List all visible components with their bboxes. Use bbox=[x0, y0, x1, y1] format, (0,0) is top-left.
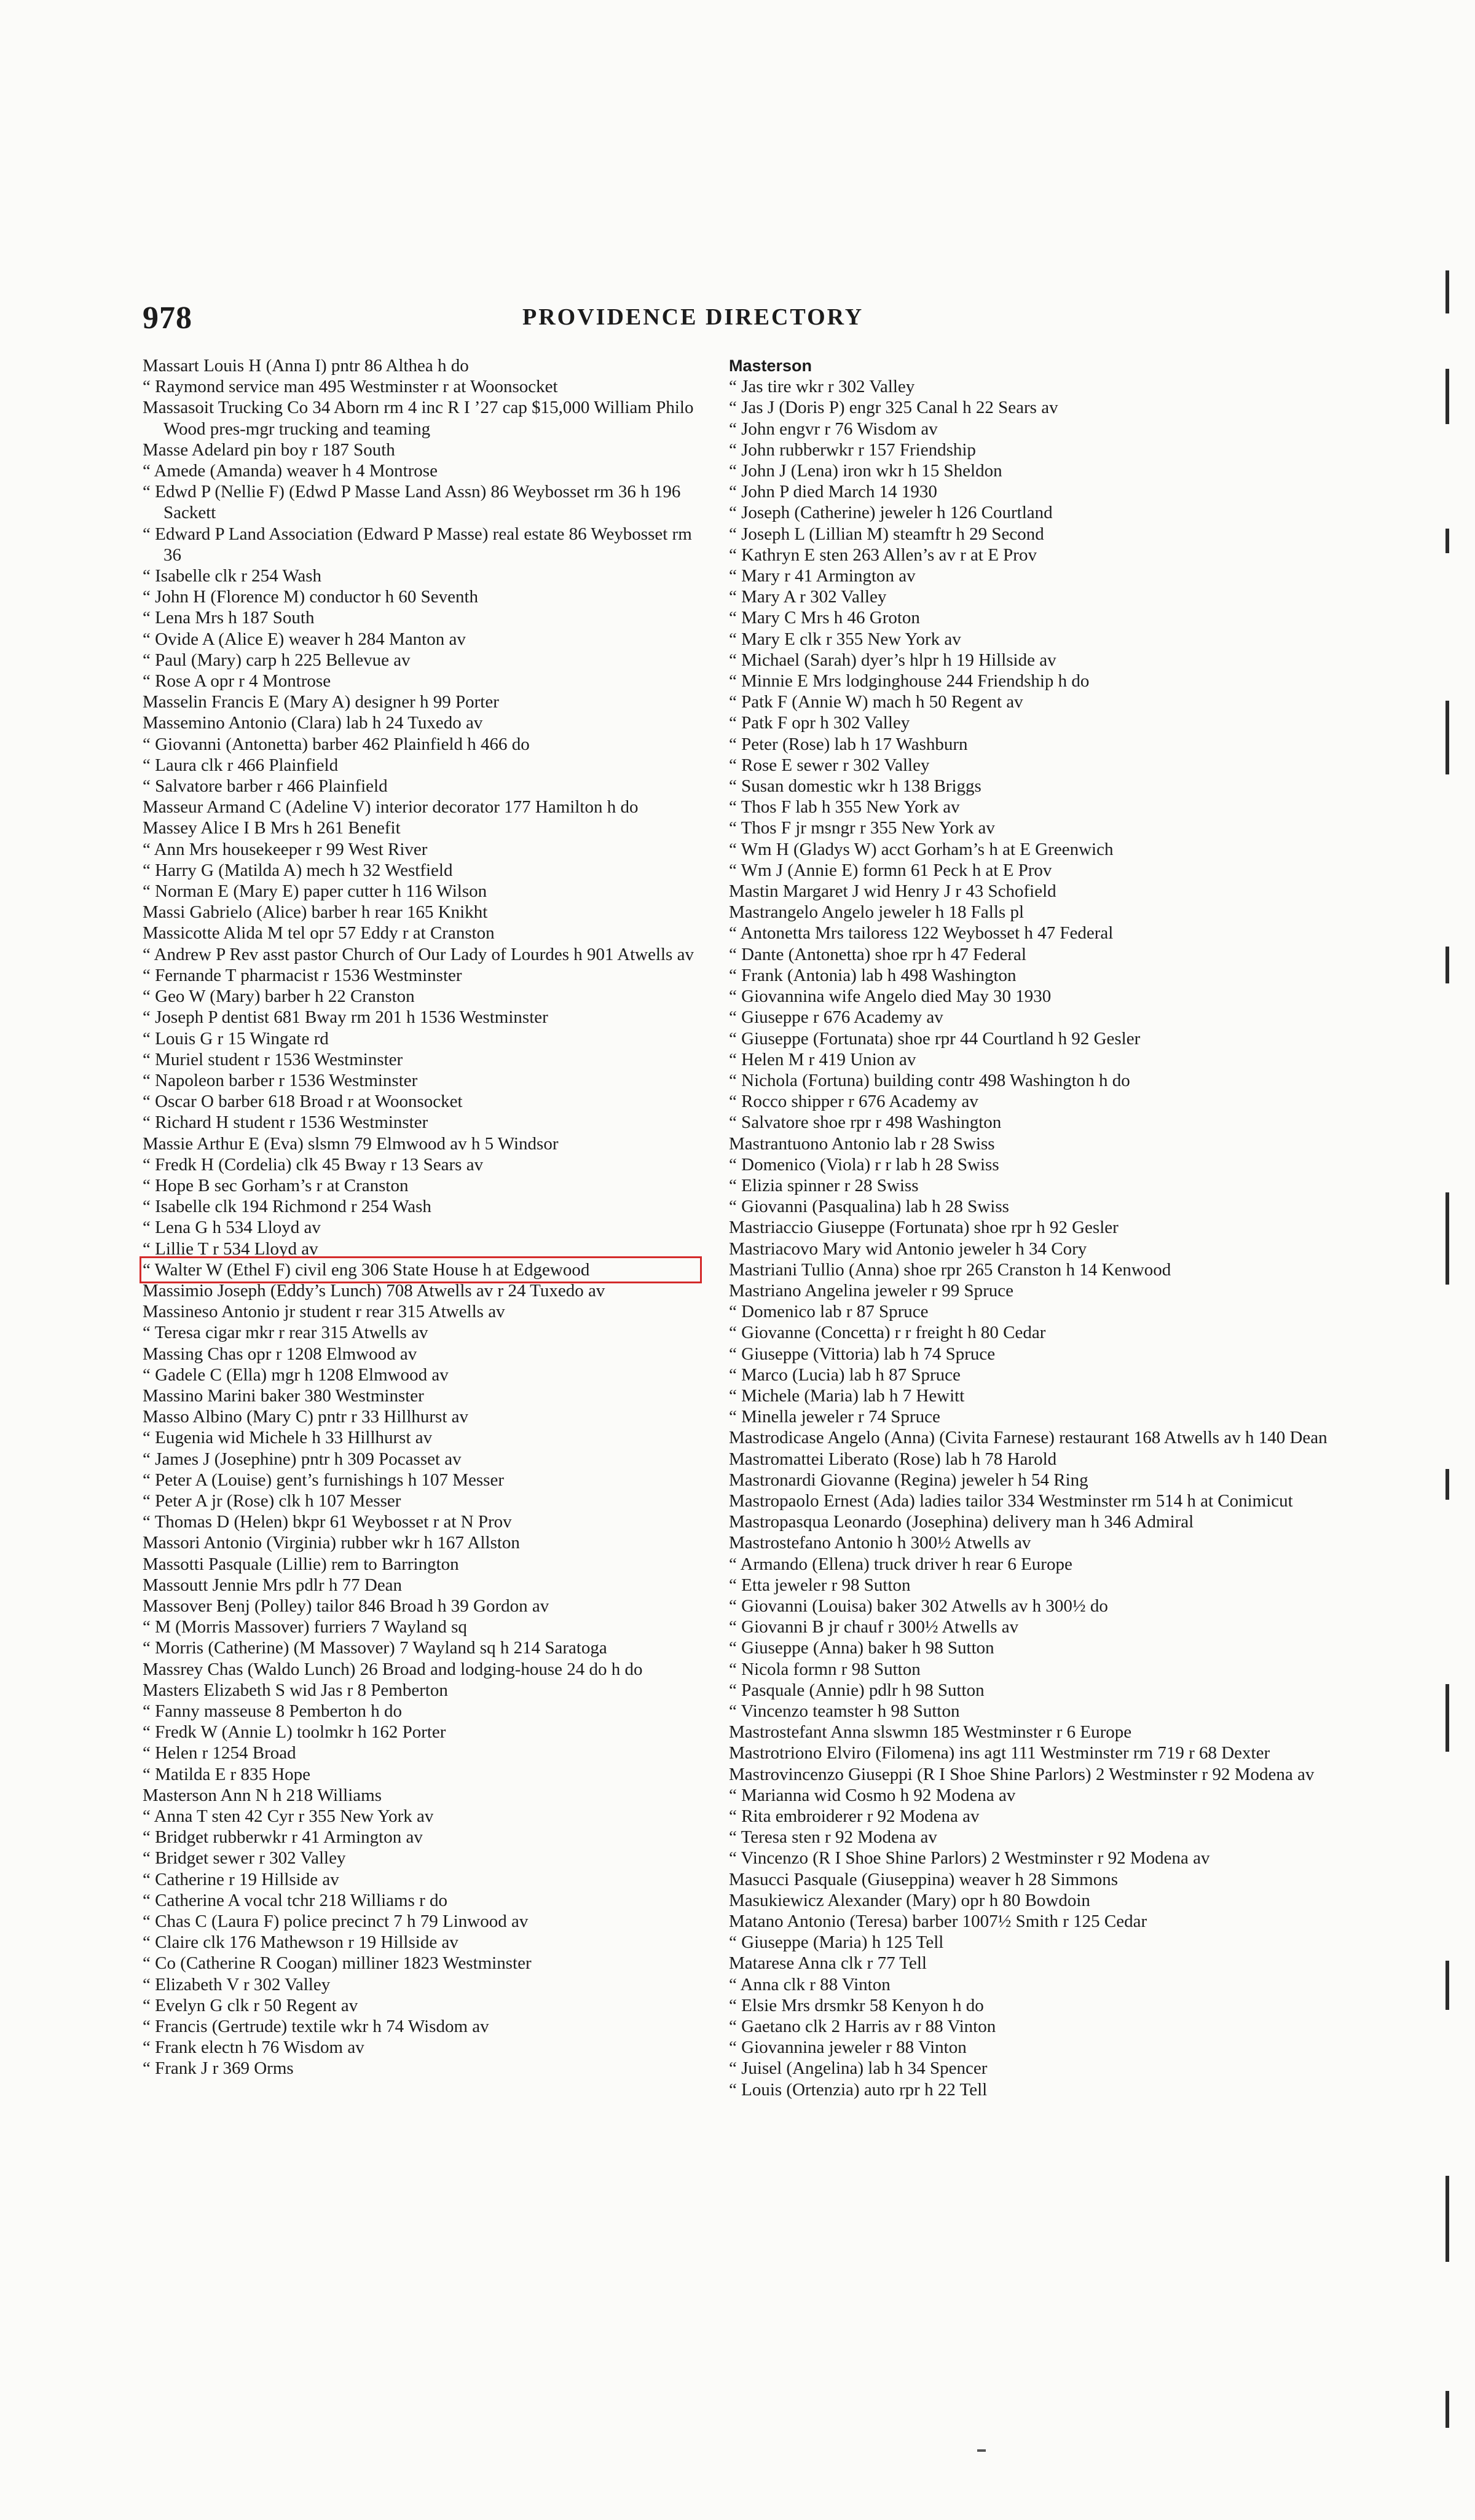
directory-entry: Mastrostefano Antonio h 300½ Atwells av bbox=[729, 1533, 1031, 1553]
directory-entry: “ Michele (Maria) lab h 7 Hewitt bbox=[729, 1385, 965, 1406]
directory-entry: “ Frank J r 369 Orms bbox=[143, 2058, 294, 2079]
directory-entry: “ Giuseppe (Maria) h 125 Tell bbox=[729, 1932, 944, 1953]
directory-entry: “ Evelyn G clk r 50 Regent av bbox=[143, 1995, 358, 2015]
directory-entry: “ Lena G h 534 Lloyd av bbox=[143, 1218, 321, 1238]
directory-entry: “ Bridget rubberwkr r 41 Armington av bbox=[143, 1827, 423, 1848]
directory-entry: “ Wm H (Gladys W) acct Gorham’s h at E Greenwich bbox=[729, 839, 1114, 859]
directory-entry: Mastriano Angelina jeweler r 99 Spruce bbox=[729, 1280, 1014, 1301]
directory-entry: “ Vincenzo teamster h 98 Sutton bbox=[729, 1701, 960, 1721]
directory-entry: “ Jas tire wkr r 302 Valley bbox=[729, 377, 915, 397]
directory-entry: “ Ovide A (Alice E) weaver h 284 Manton av bbox=[143, 629, 466, 649]
directory-entry: Mastropasqua Leonardo (Josephina) delivery man h 346 Admiral bbox=[729, 1512, 1194, 1532]
directory-entry: “ Catherine A vocal tchr 218 Williams r do bbox=[143, 1890, 448, 1910]
directory-entry: “ Napoleon barber r 1536 Westminster bbox=[143, 1070, 418, 1090]
directory-entry: “ Thos F jr msngr r 355 New York av bbox=[729, 818, 995, 838]
directory-entry: Massimio Joseph (Eddy’s Lunch) 708 Atwells av r 24 Tuxedo av bbox=[143, 1280, 605, 1301]
directory-entry: “ Morris (Catherine) (M Massover) 7 Wayland sq h 214 Saratoga bbox=[143, 1638, 607, 1658]
directory-entry: “ Helen M r 419 Union av bbox=[729, 1049, 916, 1069]
directory-entry: “ Susan domestic wkr h 138 Briggs bbox=[729, 776, 981, 797]
directory-entry: “ Mary A r 302 Valley bbox=[729, 587, 887, 607]
directory-entry: Massi Gabrielo (Alice) barber h rear 165 Knikht bbox=[143, 902, 488, 923]
directory-entry: “ Gaetano clk 2 Harris av r 88 Vinton bbox=[729, 2017, 996, 2037]
directory-entry: “ John J (Lena) iron wkr h 15 Sheldon bbox=[729, 461, 1002, 481]
directory-entry: “ Chas C (Laura F) police precinct 7 h 79 Linwood av bbox=[143, 1912, 529, 1932]
directory-entry: “ Peter (Rose) lab h 17 Washburn bbox=[729, 734, 968, 754]
directory-entry: “ Giovanne (Concetta) r r freight h 80 Cedar bbox=[729, 1323, 1046, 1343]
directory-entry: “ James J (Josephine) pntr h 309 Pocasset av bbox=[143, 1449, 462, 1469]
directory-entry: “ Giovanni (Louisa) baker 302 Atwells av h 300½ do bbox=[729, 1596, 1108, 1616]
directory-entry: Masterson Ann N h 218 Williams bbox=[143, 1785, 382, 1805]
directory-entry: “ Claire clk 176 Mathewson r 19 Hillside av bbox=[143, 1932, 458, 1953]
directory-entry: Massey Alice I B Mrs h 261 Benefit bbox=[143, 818, 401, 838]
directory-entry: Massineso Antonio jr student r rear 315 Atwells av bbox=[143, 1302, 505, 1322]
directory-entry: Mastriani Tullio (Anna) shoe rpr 265 Cranston h 14 Kenwood bbox=[729, 1259, 1171, 1280]
directory-entry: “ Geo W (Mary) barber h 22 Cranston bbox=[143, 986, 415, 1007]
column-heading: Masterson bbox=[729, 356, 812, 375]
directory-entry: “ Ann Mrs housekeeper r 99 West River bbox=[143, 839, 428, 859]
directory-entry: “ Peter A (Louise) gent’s furnishings h 107 Messer bbox=[143, 1470, 504, 1490]
directory-entry: “ Giuseppe (Anna) baker h 98 Sutton bbox=[729, 1638, 994, 1658]
directory-entry: Masseur Armand C (Adeline V) interior decorator 177 Hamilton h do bbox=[143, 797, 639, 817]
directory-entry: Massart Louis H (Anna I) pntr 86 Althea h do bbox=[143, 356, 469, 376]
directory-entry: Massie Arthur E (Eva) slsmn 79 Elmwood av h 5 Windsor bbox=[143, 1133, 559, 1154]
directory-entry: Mastrangelo Angelo jeweler h 18 Falls pl bbox=[729, 902, 1025, 923]
page-number: 978 bbox=[143, 301, 192, 336]
directory-entry: “ Fernande T pharmacist r 1536 Westminster bbox=[143, 965, 462, 985]
directory-entry: “ Raymond service man 495 Westminster r at Woonsocket bbox=[143, 377, 558, 397]
directory-entry: Matano Antonio (Teresa) barber 1007½ Smith r 125 Cedar bbox=[729, 1912, 1147, 1932]
directory-entry: “ Bridget sewer r 302 Valley bbox=[143, 1848, 346, 1868]
directory-entry: Massasoit Trucking Co 34 Aborn rm 4 inc R I ’27 cap $15,000 William Philo Wood pres-mgr trucking and teaming bbox=[143, 398, 694, 439]
directory-entry: Mastrostefant Anna slswmn 185 Westminster r 6 Europe bbox=[729, 1722, 1132, 1742]
directory-entry: “ Giuseppe (Fortunata) shoe rpr 44 Courtland h 92 Gesler bbox=[729, 1028, 1141, 1049]
directory-entry: Mastrantuono Antonio lab r 28 Swiss bbox=[729, 1133, 995, 1154]
directory-entry: Mastriaccio Giuseppe (Fortunata) shoe rpr h 92 Gesler bbox=[729, 1218, 1119, 1238]
directory-entry: “ Wm J (Annie E) formn 61 Peck h at E Prov bbox=[729, 860, 1052, 880]
directory-entry: Massotti Pasquale (Lillie) rem to Barrington bbox=[143, 1554, 459, 1574]
directory-entry: “ Norman E (Mary E) paper cutter h 116 Wilson bbox=[143, 881, 487, 902]
directory-entry: “ Patk F opr h 302 Valley bbox=[729, 713, 910, 733]
directory-entry: “ John rubberwkr r 157 Friendship bbox=[729, 439, 976, 460]
directory-entry: “ Domenico lab r 87 Spruce bbox=[729, 1302, 929, 1322]
directory-entry: “ Muriel student r 1536 Westminster bbox=[143, 1049, 403, 1069]
left-column bbox=[143, 355, 699, 2079]
directory-entry: “ Fredk W (Annie L) toolmkr h 162 Porter bbox=[143, 1722, 446, 1742]
directory-entry: “ Elsie Mrs drsmkr 58 Kenyon h do bbox=[729, 1995, 984, 2015]
directory-entry: “ Richard H student r 1536 Westminster bbox=[143, 1112, 428, 1133]
directory-entry: “ Minnie E Mrs lodginghouse 244 Friendship h do bbox=[729, 671, 1090, 691]
directory-entry: “ Giovannina jeweler r 88 Vinton bbox=[729, 2038, 967, 2058]
directory-entry: “ Giovannina wife Angelo died May 30 1930 bbox=[729, 986, 1052, 1007]
directory-entry: Massoutt Jennie Mrs pdlr h 77 Dean bbox=[143, 1575, 403, 1595]
right-column bbox=[729, 355, 1328, 2100]
directory-entry: Mastriacovo Mary wid Antonio jeweler h 34 Cory bbox=[729, 1238, 1087, 1259]
directory-entry: “ Salvatore barber r 466 Plainfield bbox=[143, 776, 388, 797]
directory-entry: Masukiewicz Alexander (Mary) opr h 80 Bowdoin bbox=[729, 1890, 1090, 1910]
directory-entry: “ Isabelle clk 194 Richmond r 254 Wash bbox=[143, 1197, 431, 1217]
directory-entry: “ Marco (Lucia) lab h 87 Spruce bbox=[729, 1364, 961, 1385]
directory-entry: “ Frank electn h 76 Wisdom av bbox=[143, 2038, 364, 2058]
directory-entry: “ Amede (Amanda) weaver h 4 Montrose bbox=[143, 461, 438, 481]
directory-entry: “ Joseph (Catherine) jeweler h 126 Courtland bbox=[729, 503, 1053, 523]
directory-entry: “ Vincenzo (R I Shoe Shine Parlors) 2 Westminster r 92 Modena av bbox=[729, 1848, 1210, 1868]
directory-entry: Masucci Pasquale (Giuseppina) weaver h 28 Simmons bbox=[729, 1869, 1119, 1889]
running-head: PROVIDENCE DIRECTORY bbox=[522, 304, 864, 330]
directory-entry: “ Francis (Gertrude) textile wkr h 74 Wisdom av bbox=[143, 2017, 489, 2037]
directory-entry: “ Elizia spinner r 28 Swiss bbox=[729, 1175, 919, 1195]
page-edge-scan-marks bbox=[1438, 270, 1475, 2459]
directory-entry: “ John H (Florence M) conductor h 60 Seventh bbox=[143, 587, 479, 607]
directory-entry: “ Patk F (Annie W) mach h 50 Regent av bbox=[729, 692, 1023, 712]
directory-entry: “ Michael (Sarah) dyer’s hlpr h 19 Hillside av bbox=[729, 650, 1056, 670]
directory-entry: “ Armando (Ellena) truck driver h rear 6 Europe bbox=[729, 1554, 1072, 1574]
directory-entry: “ Edwd P (Nellie F) (Edwd P Masse Land Assn) 86 Weybosset rm 36 h 196 Sackett bbox=[143, 482, 681, 523]
directory-entry: “ Anna clk r 88 Vinton bbox=[729, 1974, 891, 1994]
directory-entry: “ Louis G r 15 Wingate rd bbox=[143, 1028, 329, 1049]
directory-entry: “ Jas J (Doris P) engr 325 Canal h 22 Sears av bbox=[729, 398, 1058, 418]
directory-entry: “ Peter A jr (Rose) clk h 107 Messer bbox=[143, 1490, 401, 1511]
directory-entry: “ Laura clk r 466 Plainfield bbox=[143, 755, 339, 775]
directory-entry: “ Lillie T r 534 Lloyd av bbox=[143, 1238, 318, 1259]
directory-entry: “ Eugenia wid Michele h 33 Hillhurst av bbox=[143, 1428, 433, 1448]
directory-entry: “ Giuseppe r 676 Academy av bbox=[729, 1007, 943, 1028]
directory-entry: “ Gadele C (Ella) mgr h 1208 Elmwood av bbox=[143, 1364, 449, 1385]
directory-entry: “ Joseph L (Lillian M) steamftr h 29 Second bbox=[729, 524, 1044, 544]
directory-entry: Mastronardi Giovanne (Regina) jeweler h 54 Ring bbox=[729, 1470, 1088, 1490]
directory-entry: “ Fanny masseuse 8 Pemberton h do bbox=[143, 1701, 403, 1721]
highlighted-entry: “ Walter W (Ethel F) civil eng 306 State House h at Edgewood bbox=[143, 1259, 699, 1280]
directory-entry: “ Rose A opr r 4 Montrose bbox=[143, 671, 331, 691]
directory-entry: “ Mary E clk r 355 New York av bbox=[729, 629, 961, 649]
directory-entry: “ Marianna wid Cosmo h 92 Modena av bbox=[729, 1785, 1016, 1805]
directory-entry: “ Joseph P dentist 681 Bway rm 201 h 1536 Westminster bbox=[143, 1007, 548, 1028]
directory-entry: “ Antonetta Mrs tailoress 122 Weybosset h 47 Federal bbox=[729, 923, 1114, 943]
directory-entry: Massemino Antonio (Clara) lab h 24 Tuxedo av bbox=[143, 713, 483, 733]
directory-entry: “ Isabelle clk r 254 Wash bbox=[143, 566, 322, 586]
directory-entry: Mastrotriono Elviro (Filomena) ins agt 111 Westminster rm 719 r 68 Dexter bbox=[729, 1743, 1270, 1763]
directory-entry: “ Teresa sten r 92 Modena av bbox=[729, 1827, 937, 1848]
directory-entry: Mastin Margaret J wid Henry J r 43 Schofield bbox=[729, 881, 1056, 902]
directory-entry: “ Salvatore shoe rpr r 498 Washington bbox=[729, 1112, 1002, 1133]
directory-entry: Masso Albino (Mary C) pntr r 33 Hillhurst av bbox=[143, 1407, 469, 1427]
directory-entry: “ Anna T sten 42 Cyr r 355 New York av bbox=[143, 1806, 434, 1827]
directory-entry: “ M (Morris Massover) furriers 7 Wayland sq bbox=[143, 1617, 467, 1637]
directory-entry: Mastrodicase Angelo (Anna) (Civita Farnese) restaurant 168 Atwells av h 140 Dean bbox=[729, 1428, 1328, 1448]
directory-entry: “ Hope B sec Gorham’s r at Cranston bbox=[143, 1175, 409, 1195]
directory-entry: Massover Benj (Polley) tailor 846 Broad h 39 Gordon av bbox=[143, 1596, 549, 1616]
directory-entry: “ Helen r 1254 Broad bbox=[143, 1743, 296, 1763]
directory-entry: Mastropaolo Ernest (Ada) ladies tailor 334 Westminster rm 514 h at Conimicut bbox=[729, 1490, 1293, 1511]
directory-entry: “ Thomas D (Helen) bkpr 61 Weybosset r at N Prov bbox=[143, 1512, 512, 1532]
directory-entry: “ Matilda E r 835 Hope bbox=[143, 1764, 311, 1784]
directory-entry: “ Giovanni (Antonetta) barber 462 Plainfield h 466 do bbox=[143, 734, 530, 754]
directory-entry: “ John P died March 14 1930 bbox=[729, 482, 937, 502]
directory-entry: “ Co (Catherine R Coogan) milliner 1823 Westminster bbox=[143, 1953, 532, 1974]
directory-entry: “ Giovanni B jr chauf r 300½ Atwells av bbox=[729, 1617, 1019, 1637]
directory-entry: “ Juisel (Angelina) lab h 34 Spencer bbox=[729, 2058, 988, 2079]
directory-entry: “ Mary C Mrs h 46 Groton bbox=[729, 608, 920, 628]
directory-entry: “ Mary r 41 Armington av bbox=[729, 566, 916, 586]
directory-entry: “ Oscar O barber 618 Broad r at Woonsocket bbox=[143, 1092, 463, 1112]
directory-entry: “ Thos F lab h 355 New York av bbox=[729, 797, 960, 817]
directory-entry: “ Rose E sewer r 302 Valley bbox=[729, 755, 930, 775]
directory-entry: “ Nicola formn r 98 Sutton bbox=[729, 1659, 921, 1679]
directory-entry: “ Lena Mrs h 187 South bbox=[143, 608, 315, 628]
directory-entry: “ Andrew P Rev asst pastor Church of Our Lady of Lourdes h 901 Atwells av bbox=[143, 944, 694, 964]
directory-entry: “ Fredk H (Cordelia) clk 45 Bway r 13 Sears av bbox=[143, 1154, 484, 1175]
directory-entry: “ Paul (Mary) carp h 225 Bellevue av bbox=[143, 650, 411, 670]
directory-entry: Massrey Chas (Waldo Lunch) 26 Broad and lodging-house 24 do h do bbox=[143, 1659, 643, 1679]
directory-entry: “ Elizabeth V r 302 Valley bbox=[143, 1974, 331, 1994]
directory-entry: “ Teresa cigar mkr r rear 315 Atwells av bbox=[143, 1323, 428, 1343]
directory-entry: “ Edward P Land Association (Edward P Masse) real estate 86 Weybosset rm 36 bbox=[143, 524, 692, 565]
directory-entry: “ Rocco shipper r 676 Academy av bbox=[729, 1092, 978, 1112]
directory-entry: Massing Chas opr r 1208 Elmwood av bbox=[143, 1344, 417, 1364]
directory-entry: “ Catherine r 19 Hillside av bbox=[143, 1869, 339, 1889]
directory-entry: “ Dante (Antonetta) shoe rpr h 47 Federal bbox=[729, 944, 1026, 964]
directory-entry: “ Harry G (Matilda A) mech h 32 Westfield bbox=[143, 860, 453, 880]
directory-entry: Masselin Francis E (Mary A) designer h 99 Porter bbox=[143, 692, 499, 712]
directory-entry: Masters Elizabeth S wid Jas r 8 Pemberton bbox=[143, 1680, 448, 1700]
directory-entry: “ Frank (Antonia) lab h 498 Washington bbox=[729, 965, 1017, 985]
directory-entry: “ Pasquale (Annie) pdlr h 98 Sutton bbox=[729, 1680, 985, 1700]
directory-entry: “ Giuseppe (Vittoria) lab h 74 Spruce bbox=[729, 1344, 996, 1364]
directory-entry: “ Minella jeweler r 74 Spruce bbox=[729, 1407, 940, 1427]
directory-entry: “ John engvr r 76 Wisdom av bbox=[729, 419, 938, 439]
directory-entry: Massino Marini baker 380 Westminster bbox=[143, 1385, 424, 1406]
directory-entry: Mastromattei Liberato (Rose) lab h 78 Harold bbox=[729, 1449, 1057, 1469]
directory-entry: “ Nichola (Fortuna) building contr 498 Washington h do bbox=[729, 1070, 1130, 1090]
directory-entry: “ Etta jeweler r 98 Sutton bbox=[729, 1575, 911, 1595]
directory-entry: Massori Antonio (Virginia) rubber wkr h 167 Allston bbox=[143, 1533, 520, 1553]
directory-entry: “ Kathryn E sten 263 Allen’s av r at E Prov bbox=[729, 545, 1037, 565]
directory-entry: “ Giovanni (Pasqualina) lab h 28 Swiss bbox=[729, 1197, 1009, 1217]
scan-speck bbox=[977, 2449, 986, 2452]
directory-entry: Massicotte Alida M tel opr 57 Eddy r at Cranston bbox=[143, 923, 495, 943]
directory-entry: “ Rita embroiderer r 92 Modena av bbox=[729, 1806, 980, 1827]
directory-entry: Matarese Anna clk r 77 Tell bbox=[729, 1953, 927, 1974]
directory-entry: “ Louis (Ortenzia) auto rpr h 22 Tell bbox=[729, 2079, 988, 2100]
directory-entry: Masse Adelard pin boy r 187 South bbox=[143, 439, 395, 460]
directory-entry: Mastrovincenzo Giuseppi (R I Shoe Shine Parlors) 2 Westminster r 92 Modena av bbox=[729, 1764, 1315, 1784]
directory-entry: “ Domenico (Viola) r r lab h 28 Swiss bbox=[729, 1154, 999, 1175]
